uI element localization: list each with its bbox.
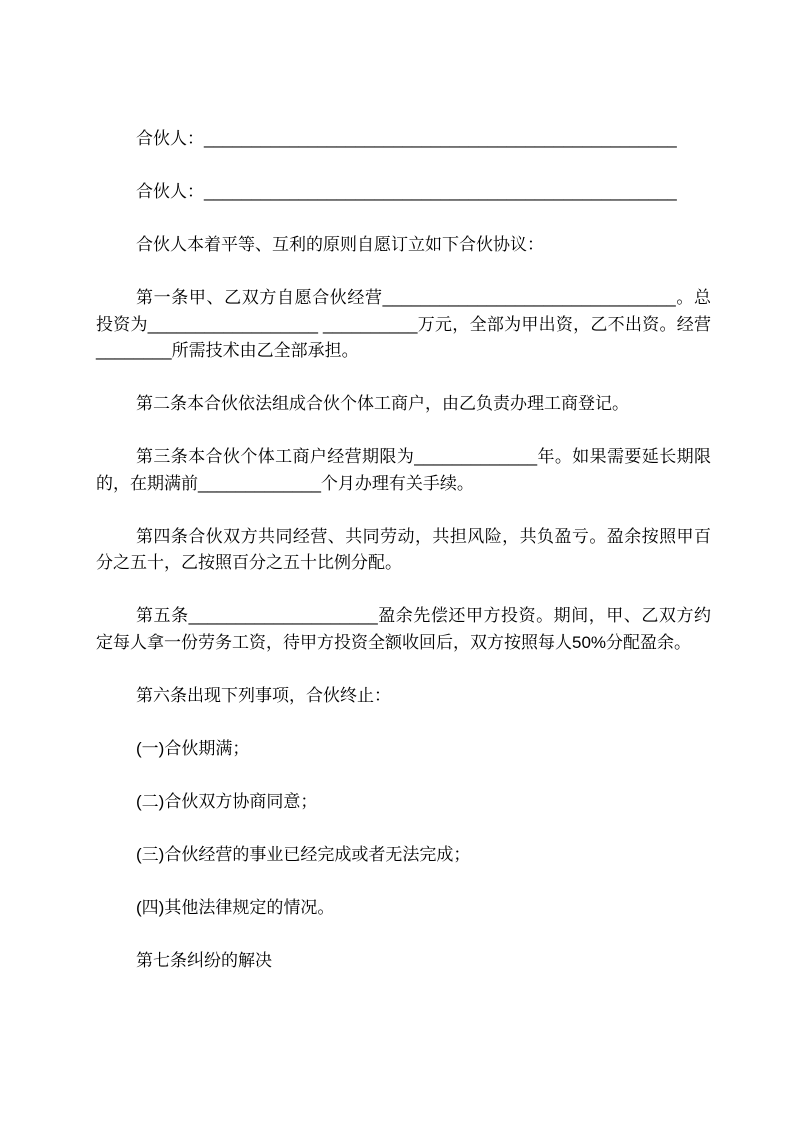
- clause-7-header: 第七条纠纷的解决: [136, 950, 272, 970]
- termination-item-1: (一)合伙期满；: [136, 738, 250, 758]
- clause-2: 第二条本合伙依法组成合伙个体工商户，由乙负责办理工商登记。: [136, 394, 629, 413]
- clause-5: 第五条____________________盈余先偿还甲方投资。期间，甲、乙双方约定每人拿一份劳务工资，待甲方投资全额收回后，双方按照每人50%分配盈余。: [96, 606, 711, 652]
- clause-3: 第三条本合伙个体工商户经营期限为_____________年。如果需要延长期限的，在期满前_____________个月办理有关手续。: [96, 447, 711, 493]
- clause-6-header: 第六条出现下列事项，合伙终止：: [136, 685, 391, 705]
- clause-1: 第一条甲、乙双方自愿合伙经营_______________________________。总投资为__________________ __________万元，全部为甲出资，乙不出资。经营________所需技术由乙全部承担。: [96, 288, 711, 360]
- termination-item-4: (四)其他法律规定的情况。: [136, 897, 335, 917]
- partner-line-1: 合伙人：__________________________________________________: [136, 129, 677, 148]
- clause-4: 第四条合伙双方共同经营、共同劳动，共担风险，共负盈亏。盈余按照甲百分之五十，乙按照百分之五十比例分配。: [96, 526, 711, 572]
- partner-line-2: 合伙人：__________________________________________________: [136, 182, 677, 201]
- termination-item-2: (二)合伙双方协商同意；: [136, 791, 318, 811]
- preamble: 合伙人本着平等、互利的原则自愿订立如下合伙协议：: [136, 235, 544, 254]
- termination-item-3: (三)合伙经营的事业已经完成或者无法完成；: [136, 844, 471, 864]
